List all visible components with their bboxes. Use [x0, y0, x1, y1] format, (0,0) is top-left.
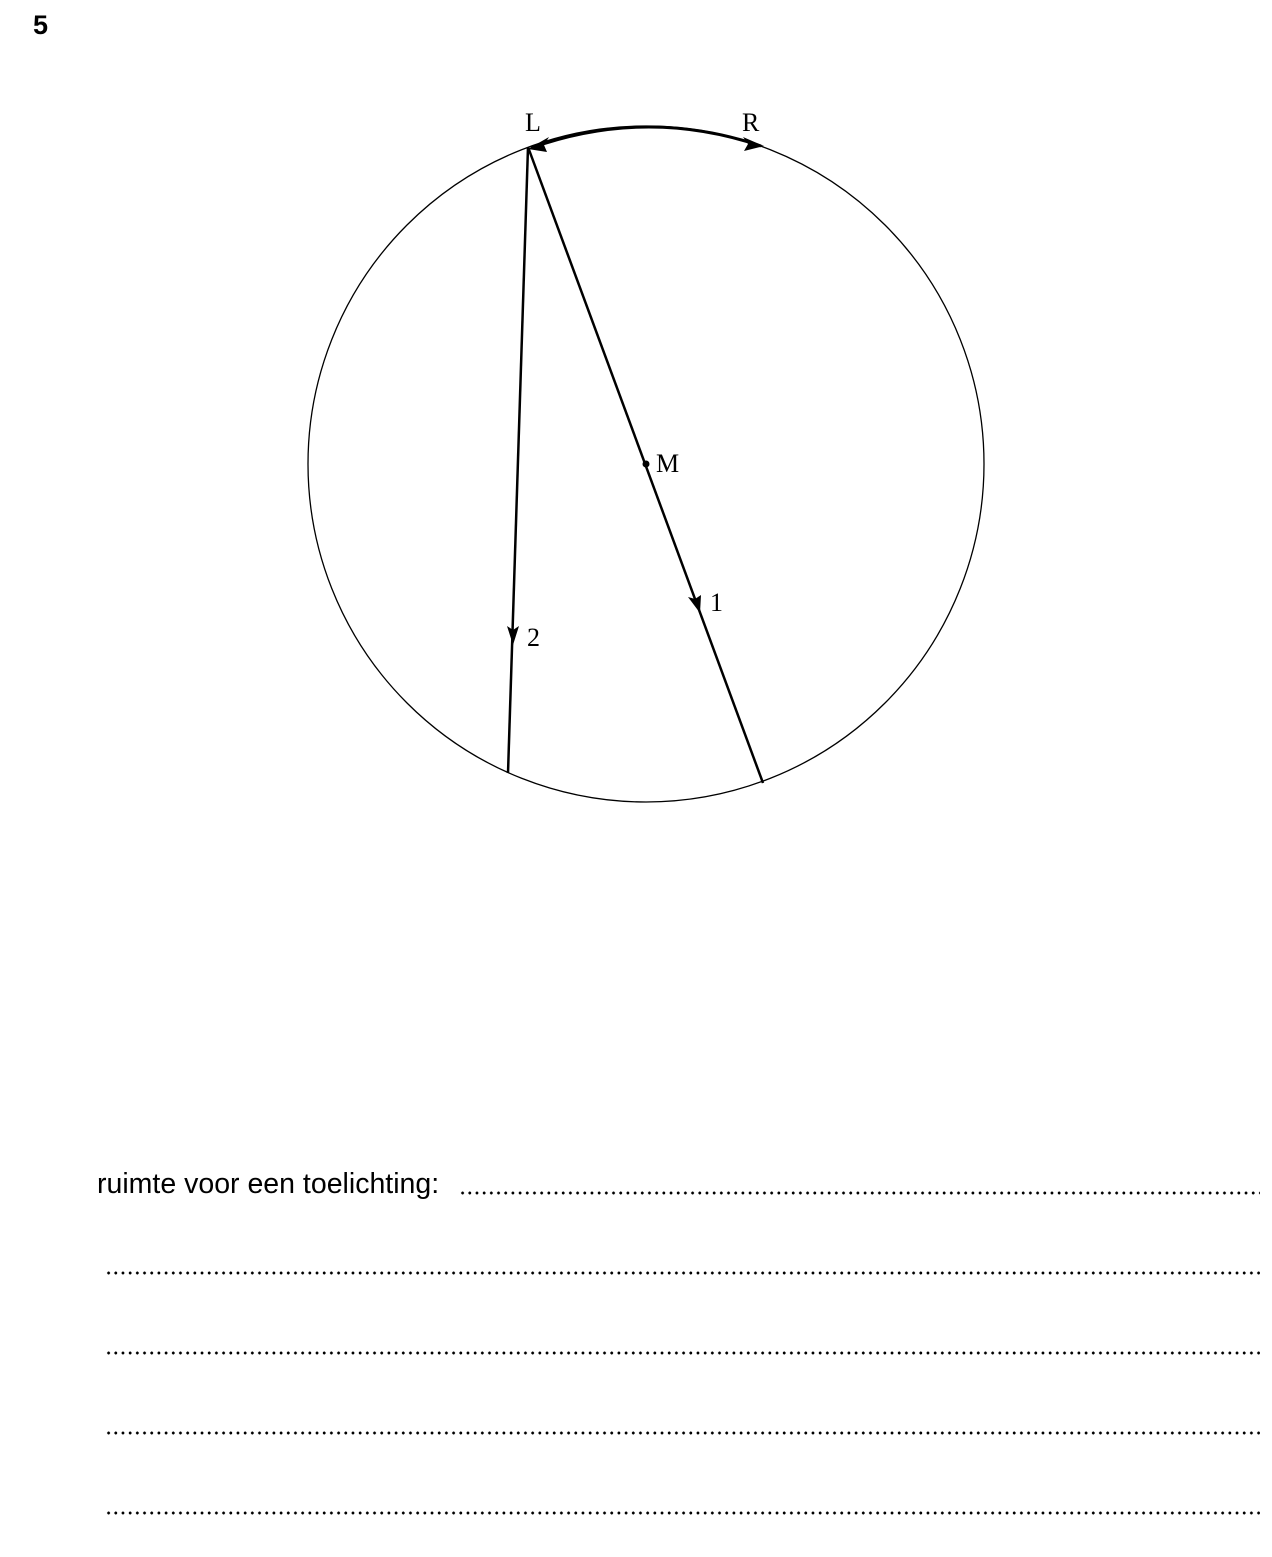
- center-point-m: [643, 461, 650, 468]
- answer-line-4: [105, 1404, 1260, 1444]
- rotation-arc: [531, 127, 761, 148]
- answer-line-2: [105, 1244, 1260, 1284]
- question-number: 5: [33, 10, 49, 40]
- answer-line-1: [97, 1164, 1260, 1204]
- label-l: L: [525, 108, 541, 137]
- label-r: R: [742, 108, 760, 137]
- answer-dotted-line[interactable]: [459, 1188, 1260, 1198]
- answer-dotted-line[interactable]: [105, 1508, 1260, 1518]
- answer-dotted-line[interactable]: [105, 1428, 1260, 1438]
- label-ray-1: 1: [710, 588, 723, 617]
- answer-line-5: [105, 1484, 1260, 1524]
- ray-2: [508, 147, 528, 773]
- answer-label: ruimte voor een toelichting:: [97, 1168, 440, 1200]
- answer-dotted-line[interactable]: [105, 1268, 1260, 1278]
- label-m: M: [656, 449, 680, 478]
- label-ray-2: 2: [527, 623, 540, 652]
- arc-arrowhead-right: [743, 137, 764, 151]
- answer-line-3: [105, 1324, 1260, 1364]
- answer-dotted-line[interactable]: [105, 1348, 1260, 1358]
